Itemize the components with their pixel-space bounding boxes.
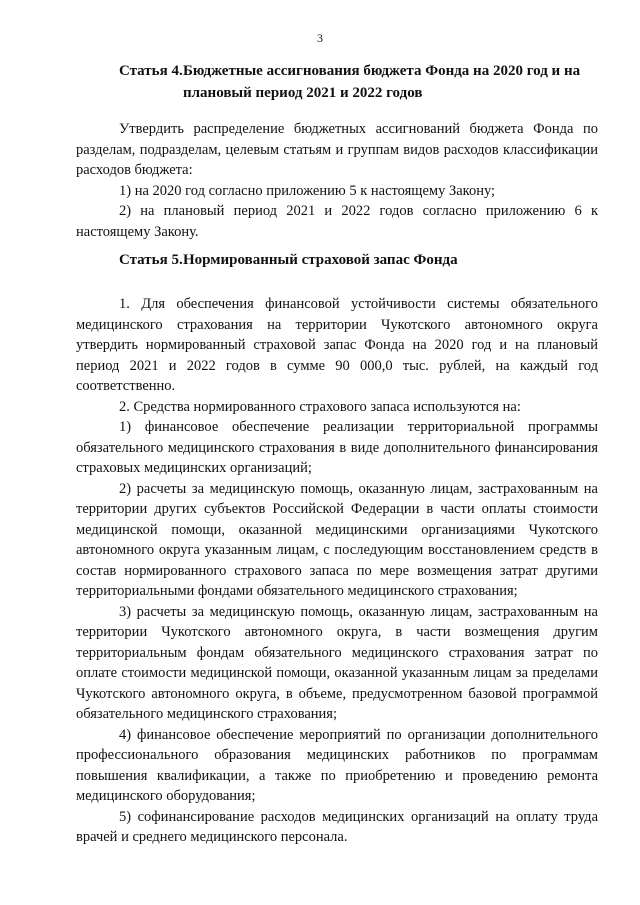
paragraph: 5) софинансирование расходов медицинских организаций на оплату труда врачей и среднего медицинского персонала. <box>76 808 598 845</box>
page-number: 3 <box>317 31 323 45</box>
paragraph: 1. Для обеспечения финансовой устойчивости системы обязательного медицинского страхования на территории Чукотского автономного округа утвердить нормированный страховой запас Фонда на 2020 год и на плановый период 2021 и 2022 годов в сумме 90 000,0 тыс. рублей, на каждый год соответственно. <box>76 296 598 394</box>
paragraph: 2) на плановый период 2021 и 2022 годов согласно приложению 6 к настоящему Закону. <box>76 203 598 240</box>
article-4-label: Статья 4. <box>119 63 183 79</box>
article-4-body <box>76 119 598 242</box>
paragraph: 1) на 2020 год согласно приложению 5 к настоящему Закону; <box>119 182 496 199</box>
paragraph: 2) расчеты за медицинскую помощь, оказанную лицам, застрахованным на территории других субъектов Российской Федерации в части оплаты стоимости медицинской помощи, оказанной медицинскими организациями Чукотского автономного округа указанным лицам, с последующим восстановлением средств в состав нормированного страхового запаса по мере возмещения затрат другими территориальными фондами обязательного медицинского страхования; <box>76 480 598 599</box>
article-4-heading <box>119 60 599 104</box>
article-5-title: Нормированный страховой запас Фонда <box>183 252 458 268</box>
article-5-label: Статья 5. <box>119 252 183 268</box>
paragraph: 1) финансовое обеспечение реализации территориальной программы обязательного медицинского страхования в виде дополнительного финансирования страховых медицинских организаций; <box>76 419 598 476</box>
article-4-title: Бюджетные ассигнования бюджета Фонда на 2020 год и на плановый период 2021 и 2022 годов <box>183 63 581 101</box>
paragraph: 4) финансовое обеспечение мероприятий по организации дополнительного профессионального образования медицинских работников по программам повышения квалификации, а также по приобретению и проведению ремонта медицинского оборудования; <box>76 726 598 804</box>
paragraph: 2. Средства нормированного страхового запаса используются на: <box>119 398 521 415</box>
paragraph: 3) расчеты за медицинскую помощь, оказанную лицам, застрахованным на территории Чукотского автономного округа, в части возмещения другим территориальным фондам обязательного медицинского страхования затрат по оплате стоимости медицинской помощи, оказанной указанным лицам за пределами Чукотского автономного округа, в объеме, предусмотренном базовой программой обязательного медицинского страхования; <box>76 603 598 722</box>
article-5-heading <box>119 249 599 271</box>
paragraph: Утвердить распределение бюджетных ассигнований бюджета Фонда по разделам, подразделам, целевым статьям и группам видов расходов классификации расходов бюджета: <box>76 121 598 178</box>
article-5-body <box>76 294 598 848</box>
